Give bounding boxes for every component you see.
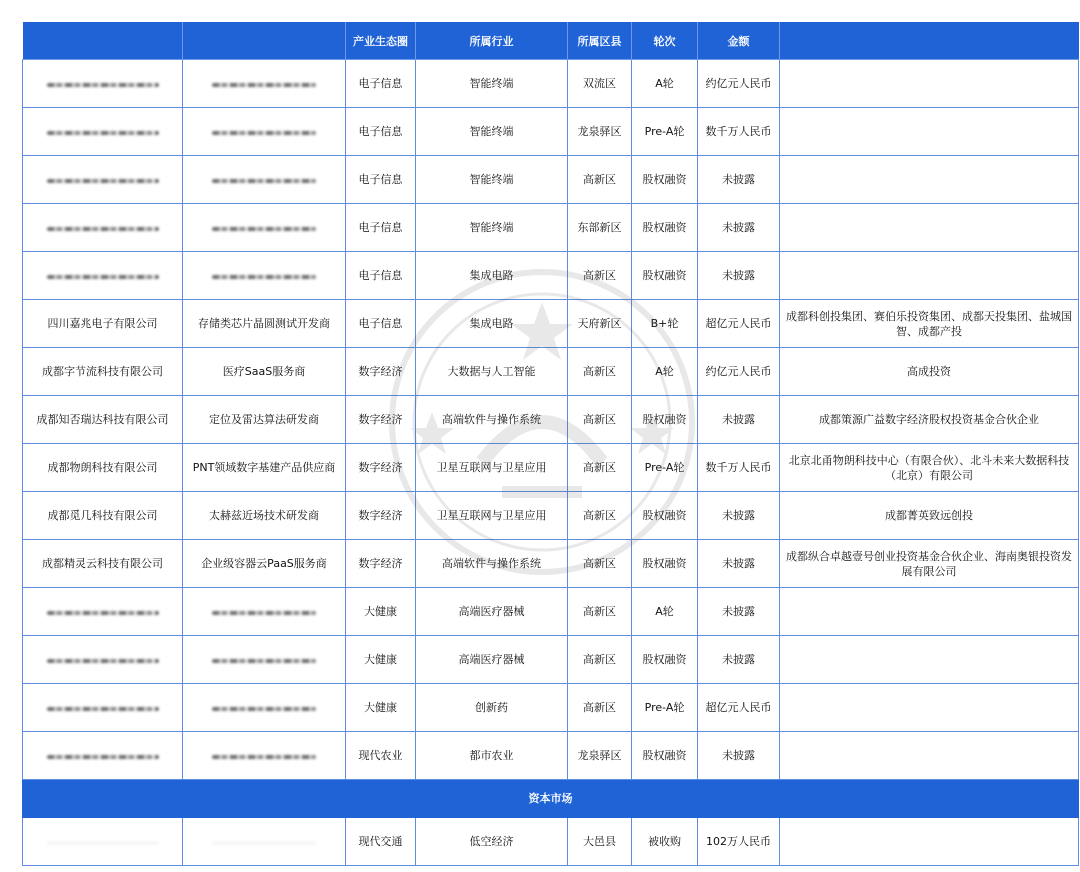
cell-industry: 卫星互联网与卫星应用 bbox=[416, 444, 568, 492]
redacted-text bbox=[212, 131, 316, 135]
cell-amount: 超亿元人民币 bbox=[698, 684, 780, 732]
cell-company bbox=[23, 108, 183, 156]
redacted-text bbox=[212, 659, 316, 663]
cell-district: 高新区 bbox=[568, 684, 632, 732]
cell-district: 天府新区 bbox=[568, 300, 632, 348]
table-row bbox=[23, 252, 1079, 300]
cell-ecosystem: 现代农业 bbox=[346, 732, 416, 780]
table-row bbox=[23, 732, 1079, 780]
redacted-text bbox=[212, 179, 316, 183]
cell-industry: 高端软件与操作系统 bbox=[416, 396, 568, 444]
table-row bbox=[23, 300, 1079, 348]
cell-district: 东部新区 bbox=[568, 204, 632, 252]
cell-investors bbox=[780, 156, 1079, 204]
cell-business bbox=[183, 252, 346, 300]
cell-ecosystem: 电子信息 bbox=[346, 156, 416, 204]
table-row bbox=[23, 818, 1079, 866]
cell-business: 存储类芯片晶圆测试开发商 bbox=[183, 300, 346, 348]
cell-district: 高新区 bbox=[568, 444, 632, 492]
cell-amount: 未披露 bbox=[698, 156, 780, 204]
cell-company bbox=[23, 60, 183, 108]
cell-business bbox=[183, 732, 346, 780]
cell-round: A轮 bbox=[632, 60, 698, 108]
cell-industry: 集成电路 bbox=[416, 300, 568, 348]
cell-business bbox=[183, 684, 346, 732]
cell-industry: 高端医疗器械 bbox=[416, 588, 568, 636]
cell-ecosystem: 大健康 bbox=[346, 636, 416, 684]
table-row bbox=[23, 540, 1079, 588]
cell-business bbox=[183, 204, 346, 252]
header-industry: 所属行业 bbox=[416, 22, 568, 60]
redacted-text bbox=[212, 755, 316, 759]
table-row bbox=[23, 396, 1079, 444]
table-row bbox=[23, 684, 1079, 732]
cell-district: 龙泉驿区 bbox=[568, 108, 632, 156]
redacted-text bbox=[47, 179, 159, 183]
header-district: 所属区县 bbox=[568, 22, 632, 60]
cell-amount: 未披露 bbox=[698, 732, 780, 780]
cell-investors bbox=[780, 818, 1079, 866]
cell-company bbox=[23, 818, 183, 866]
cell-amount: 未披露 bbox=[698, 636, 780, 684]
cell-industry: 智能终端 bbox=[416, 156, 568, 204]
cell-industry: 低空经济 bbox=[416, 818, 568, 866]
cell-amount: 未披露 bbox=[698, 540, 780, 588]
cell-company: 成都精灵云科技有限公司 bbox=[23, 540, 183, 588]
redacted-text bbox=[47, 755, 159, 759]
cell-round: 股权融资 bbox=[632, 540, 698, 588]
cell-business: 医疗SaaS服务商 bbox=[183, 348, 346, 396]
cell-investors: 成都科创投集团、赛伯乐投资集团、成都天投集团、盐城国智、成都产投 bbox=[780, 300, 1079, 348]
header-business bbox=[183, 22, 346, 60]
cell-round: 股权融资 bbox=[632, 204, 698, 252]
table-row bbox=[23, 588, 1079, 636]
table-row bbox=[23, 156, 1079, 204]
cell-ecosystem: 现代交通 bbox=[346, 818, 416, 866]
cell-investors bbox=[780, 60, 1079, 108]
cell-business bbox=[183, 156, 346, 204]
cell-district: 大邑县 bbox=[568, 818, 632, 866]
cell-round: Pre-A轮 bbox=[632, 444, 698, 492]
table-row bbox=[23, 204, 1079, 252]
cell-district: 龙泉驿区 bbox=[568, 732, 632, 780]
table-header-row bbox=[23, 22, 1079, 60]
cell-round: 股权融资 bbox=[632, 732, 698, 780]
cell-company bbox=[23, 204, 183, 252]
cell-investors: 北京北甬物朗科技中心（有限合伙）、北斗未来大数据科技（北京）有限公司 bbox=[780, 444, 1079, 492]
cell-amount: 未披露 bbox=[698, 588, 780, 636]
header-company bbox=[23, 22, 183, 60]
cell-company: 成都物朗科技有限公司 bbox=[23, 444, 183, 492]
cell-district: 高新区 bbox=[568, 156, 632, 204]
redacted-text bbox=[47, 611, 159, 615]
cell-business: 太赫兹近场技术研发商 bbox=[183, 492, 346, 540]
cell-industry: 高端软件与操作系统 bbox=[416, 540, 568, 588]
cell-round: 股权融资 bbox=[632, 636, 698, 684]
cell-investors bbox=[780, 204, 1079, 252]
table-row bbox=[23, 492, 1079, 540]
cell-industry: 卫星互联网与卫星应用 bbox=[416, 492, 568, 540]
cell-company bbox=[23, 732, 183, 780]
cell-round: Pre-A轮 bbox=[632, 108, 698, 156]
cell-district: 高新区 bbox=[568, 588, 632, 636]
section-title: 资本市场 bbox=[23, 780, 1079, 818]
cell-ecosystem: 电子信息 bbox=[346, 300, 416, 348]
cell-ecosystem: 数字经济 bbox=[346, 492, 416, 540]
financing-table bbox=[22, 22, 1079, 866]
cell-company: 成都觅几科技有限公司 bbox=[23, 492, 183, 540]
table-row bbox=[23, 348, 1079, 396]
cell-ecosystem: 电子信息 bbox=[346, 204, 416, 252]
table-row bbox=[23, 444, 1079, 492]
cell-ecosystem: 电子信息 bbox=[346, 252, 416, 300]
cell-investors: 成都纵合卓越壹号创业投资基金合伙企业、海南奥银投资发展有限公司 bbox=[780, 540, 1079, 588]
cell-round: 股权融资 bbox=[632, 492, 698, 540]
header-ecosystem: 产业生态圈 bbox=[346, 22, 416, 60]
cell-industry: 大数据与人工智能 bbox=[416, 348, 568, 396]
cell-investors bbox=[780, 732, 1079, 780]
redacted-text bbox=[47, 275, 159, 279]
cell-round: 被收购 bbox=[632, 818, 698, 866]
cell-company: 四川嘉兆电子有限公司 bbox=[23, 300, 183, 348]
cell-amount: 未披露 bbox=[698, 252, 780, 300]
cell-round: A轮 bbox=[632, 348, 698, 396]
cell-investors bbox=[780, 108, 1079, 156]
cell-round: Pre-A轮 bbox=[632, 684, 698, 732]
cell-ecosystem: 电子信息 bbox=[346, 108, 416, 156]
cell-district: 高新区 bbox=[568, 540, 632, 588]
cell-company: 成都字节流科技有限公司 bbox=[23, 348, 183, 396]
cell-business bbox=[183, 108, 346, 156]
redacted-text bbox=[212, 227, 316, 231]
cell-investors bbox=[780, 252, 1079, 300]
cell-ecosystem: 大健康 bbox=[346, 684, 416, 732]
cell-investors: 成都菁英致远创投 bbox=[780, 492, 1079, 540]
cell-amount: 未披露 bbox=[698, 396, 780, 444]
cell-amount: 数千万人民币 bbox=[698, 108, 780, 156]
cell-amount: 约亿元人民币 bbox=[698, 60, 780, 108]
cell-investors bbox=[780, 588, 1079, 636]
cell-district: 高新区 bbox=[568, 252, 632, 300]
cell-round: A轮 bbox=[632, 588, 698, 636]
table-row bbox=[23, 636, 1079, 684]
cell-amount: 约亿元人民币 bbox=[698, 348, 780, 396]
cell-company bbox=[23, 684, 183, 732]
cell-company bbox=[23, 156, 183, 204]
cell-business: 企业级容器云PaaS服务商 bbox=[183, 540, 346, 588]
cell-industry: 智能终端 bbox=[416, 204, 568, 252]
cell-district: 高新区 bbox=[568, 396, 632, 444]
cell-business bbox=[183, 588, 346, 636]
section-row bbox=[23, 780, 1079, 818]
redacted-text bbox=[47, 131, 159, 135]
cell-business bbox=[183, 818, 346, 866]
cell-district: 高新区 bbox=[568, 492, 632, 540]
table-row bbox=[23, 108, 1079, 156]
cell-industry: 都市农业 bbox=[416, 732, 568, 780]
cell-company: 成都知否瑞达科技有限公司 bbox=[23, 396, 183, 444]
cell-amount: 超亿元人民币 bbox=[698, 300, 780, 348]
cell-investors: 成都策源广益数字经济股权投资基金合伙企业 bbox=[780, 396, 1079, 444]
cell-amount: 未披露 bbox=[698, 492, 780, 540]
header-round: 轮次 bbox=[632, 22, 698, 60]
cell-business bbox=[183, 636, 346, 684]
redacted-text bbox=[212, 841, 316, 845]
cell-ecosystem: 电子信息 bbox=[346, 60, 416, 108]
cell-investors: 高成投资 bbox=[780, 348, 1079, 396]
cell-ecosystem: 数字经济 bbox=[346, 348, 416, 396]
cell-company bbox=[23, 636, 183, 684]
cell-district: 双流区 bbox=[568, 60, 632, 108]
cell-amount: 未披露 bbox=[698, 204, 780, 252]
table-row bbox=[23, 60, 1079, 108]
cell-industry: 集成电路 bbox=[416, 252, 568, 300]
cell-investors bbox=[780, 684, 1079, 732]
cell-industry: 创新药 bbox=[416, 684, 568, 732]
cell-investors bbox=[780, 636, 1079, 684]
redacted-text bbox=[212, 83, 316, 87]
header-amount: 金额 bbox=[698, 22, 780, 60]
redacted-text bbox=[47, 707, 159, 711]
cell-amount: 102万人民币 bbox=[698, 818, 780, 866]
redacted-text bbox=[47, 83, 159, 87]
table-container bbox=[22, 22, 1072, 866]
cell-industry: 智能终端 bbox=[416, 108, 568, 156]
cell-company bbox=[23, 252, 183, 300]
cell-business bbox=[183, 60, 346, 108]
cell-round: 股权融资 bbox=[632, 156, 698, 204]
cell-industry: 智能终端 bbox=[416, 60, 568, 108]
redacted-text bbox=[47, 659, 159, 663]
cell-ecosystem: 大健康 bbox=[346, 588, 416, 636]
cell-industry: 高端医疗器械 bbox=[416, 636, 568, 684]
cell-ecosystem: 数字经济 bbox=[346, 444, 416, 492]
cell-ecosystem: 数字经济 bbox=[346, 540, 416, 588]
cell-round: B+轮 bbox=[632, 300, 698, 348]
cell-amount: 数千万人民币 bbox=[698, 444, 780, 492]
cell-district: 高新区 bbox=[568, 636, 632, 684]
cell-round: 股权融资 bbox=[632, 252, 698, 300]
cell-business: 定位及雷达算法研发商 bbox=[183, 396, 346, 444]
redacted-text bbox=[47, 841, 159, 845]
redacted-text bbox=[212, 707, 316, 711]
redacted-text bbox=[212, 611, 316, 615]
redacted-text bbox=[212, 275, 316, 279]
redacted-text bbox=[47, 227, 159, 231]
cell-ecosystem: 数字经济 bbox=[346, 396, 416, 444]
cell-company bbox=[23, 588, 183, 636]
cell-district: 高新区 bbox=[568, 348, 632, 396]
cell-business: PNT领域数字基建产品供应商 bbox=[183, 444, 346, 492]
cell-round: 股权融资 bbox=[632, 396, 698, 444]
header-investors bbox=[780, 22, 1079, 60]
